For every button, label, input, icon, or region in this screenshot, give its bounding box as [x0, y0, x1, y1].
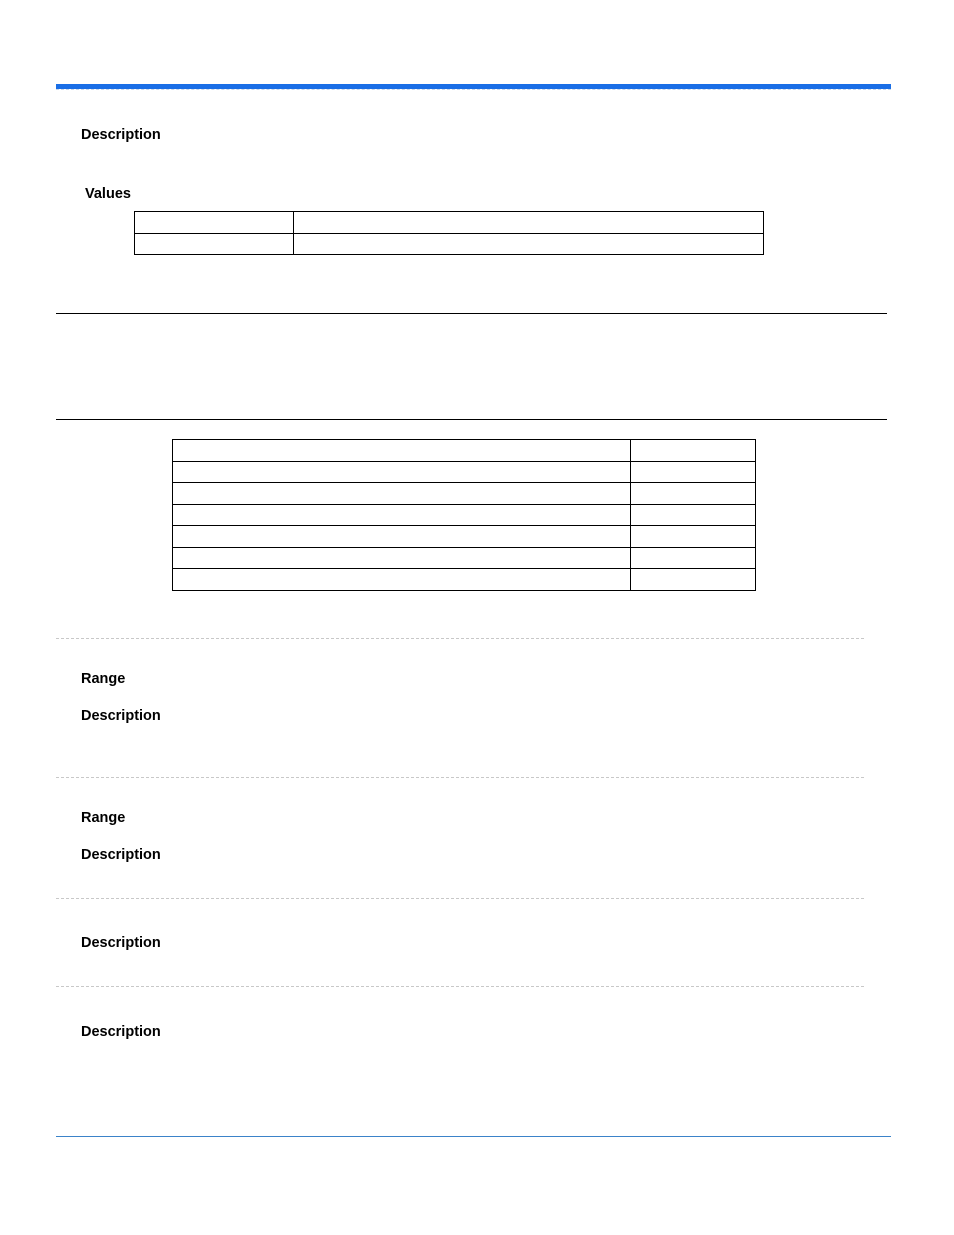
table-row [173, 547, 756, 569]
section-rule-2 [56, 419, 887, 420]
description-label-5: Description [81, 1024, 161, 1040]
table-row [135, 233, 764, 255]
table-row [135, 212, 764, 234]
section-rule-1 [56, 313, 887, 314]
values-label: Values [85, 186, 131, 202]
table-cell [631, 569, 756, 591]
table-cell [135, 233, 294, 255]
range-label-2: Range [81, 810, 126, 826]
range-label-1: Range [81, 671, 126, 687]
table-cell [631, 483, 756, 505]
table-cell [173, 461, 631, 483]
table-cell [173, 504, 631, 526]
description-label-2: Description [81, 708, 161, 724]
table-cell [294, 212, 764, 234]
description-label-4: Description [81, 935, 161, 951]
table-row [173, 440, 756, 462]
table-cell [631, 440, 756, 462]
table-cell [173, 440, 631, 462]
table-cell [173, 483, 631, 505]
table-cell [135, 212, 294, 234]
dashed-divider-2 [56, 777, 864, 778]
table-row [173, 461, 756, 483]
table-cell [631, 547, 756, 569]
description-label-1: Description [81, 127, 161, 143]
table-cell [173, 569, 631, 591]
table-row [173, 483, 756, 505]
footer-rule [56, 1136, 891, 1137]
table-cell [631, 504, 756, 526]
table-row [173, 569, 756, 591]
table-row [173, 504, 756, 526]
table-cell [631, 461, 756, 483]
table-cell [294, 233, 764, 255]
table-cell [173, 526, 631, 548]
dashed-divider-3 [56, 898, 864, 899]
dashed-divider-4 [56, 986, 864, 987]
table-row [173, 526, 756, 548]
table-cell [631, 526, 756, 548]
header-dashed-rule [56, 89, 891, 90]
dashed-divider-1 [56, 638, 864, 639]
table-cell [173, 547, 631, 569]
description-label-3: Description [81, 847, 161, 863]
second-table [172, 439, 756, 591]
values-table [134, 211, 764, 255]
